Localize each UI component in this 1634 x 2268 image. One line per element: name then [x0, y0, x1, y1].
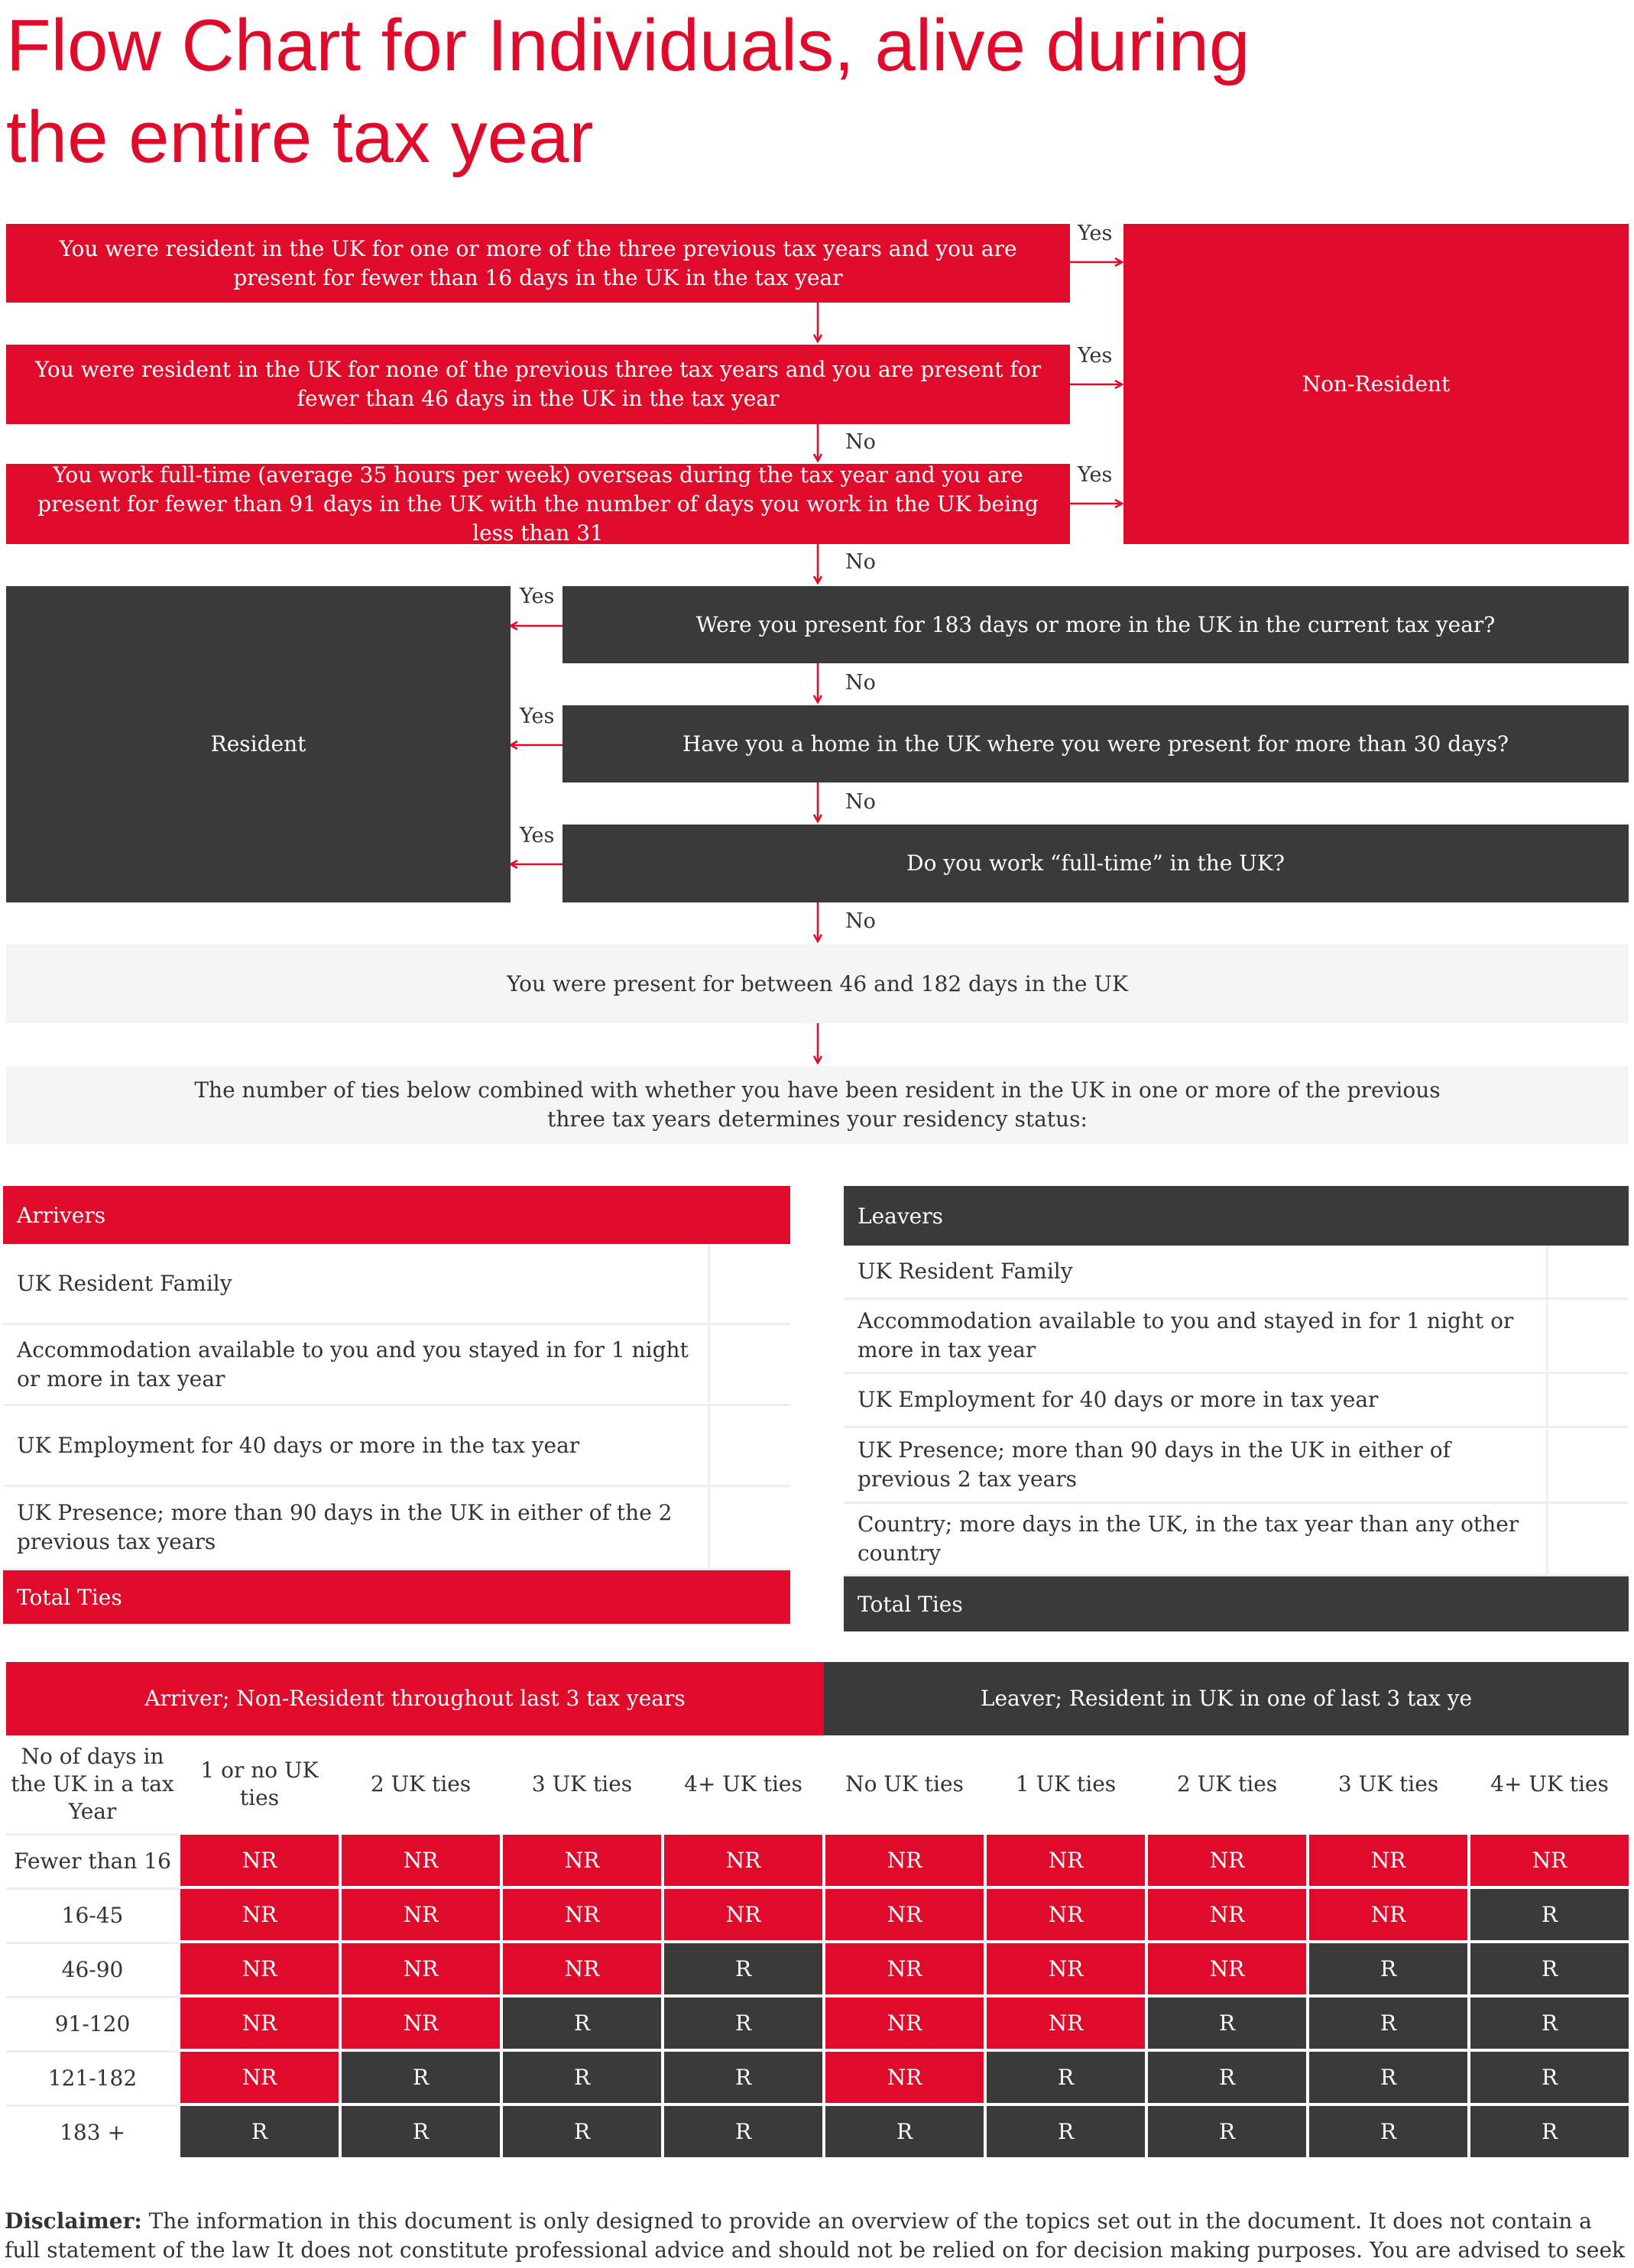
table-row	[844, 1246, 1629, 1300]
cell-resident: R	[987, 2052, 1145, 2103]
tie-value-cell[interactable]	[710, 1244, 790, 1323]
cell-non-resident: NR	[180, 1943, 339, 1994]
cell-resident: R	[1148, 2052, 1306, 2103]
cell-non-resident: NR	[503, 1835, 661, 1886]
cell-non-resident: NR	[987, 1997, 1145, 2049]
tie-label: Accommodation available to you and stayed in for 1 night or more in tax year	[844, 1300, 1548, 1372]
yes-label-q5: Yes	[520, 705, 555, 728]
question-full-time-overseas: You work full-time (average 35 hours per week) overseas during the tax year and you are present for fewer than 91 days in the UK with the number of days you work in the UK being less than 31	[6, 464, 1070, 544]
row-label: 121-182	[6, 2050, 179, 2104]
cell-resident: R	[987, 2106, 1145, 2157]
cell-non-resident: NR	[1309, 1835, 1467, 1886]
tie-label: UK Presence; more than 90 days in the UK in either of previous 2 tax years	[844, 1428, 1548, 1502]
cell-non-resident: NR	[180, 2052, 339, 2103]
question-183-days: Were you present for 183 days or more in the UK in the current tax year?	[562, 586, 1629, 663]
cell-resident: R	[1309, 1997, 1467, 2049]
yes-label-q6: Yes	[520, 824, 555, 847]
cell-resident: R	[1470, 2052, 1629, 2103]
non-resident-box: Non-Resident	[1123, 224, 1629, 544]
column-header: 2 UK ties	[370, 1771, 472, 1797]
cell-resident: R	[664, 2052, 822, 2103]
column-header: 3 UK ties	[531, 1771, 633, 1797]
cell-non-resident: NR	[825, 1835, 984, 1886]
cell-non-resident: NR	[1470, 1835, 1629, 1886]
tie-value-cell[interactable]	[1548, 1300, 1629, 1372]
cell-non-resident: NR	[342, 1997, 500, 2049]
table-row	[844, 1428, 1629, 1504]
tie-label: UK Employment for 40 days or more in the tax year	[3, 1406, 710, 1485]
leavers-total-ties: Total Ties	[844, 1576, 1629, 1631]
arrivers-heading: Arrivers	[3, 1186, 790, 1244]
cell-resident: R	[1148, 1997, 1306, 2049]
yes-label-q4: Yes	[520, 585, 555, 608]
row-label: 183 +	[6, 2104, 179, 2159]
row-label: 91-120	[6, 1996, 179, 2050]
tie-value-cell[interactable]	[710, 1406, 790, 1485]
table-row	[3, 1487, 790, 1570]
yes-label-q1: Yes	[1078, 222, 1113, 245]
resident-box: Resident	[6, 586, 511, 902]
cell-resident: R	[1470, 2106, 1629, 2157]
cell-non-resident: NR	[342, 1889, 500, 1940]
disclaimer	[5, 2207, 1625, 2265]
cell-non-resident: NR	[503, 1943, 661, 1994]
cell-non-resident: NR	[180, 1997, 339, 2049]
cell-non-resident: NR	[503, 1889, 661, 1940]
no-label-q6: No	[845, 909, 876, 933]
cell-resident: R	[1309, 2052, 1467, 2103]
cell-non-resident: NR	[180, 1835, 339, 1886]
cell-resident: R	[342, 2052, 500, 2103]
tie-value-cell[interactable]	[1548, 1428, 1629, 1502]
cell-non-resident: NR	[342, 1835, 500, 1886]
row-label: Fewer than 16	[6, 1833, 179, 1887]
cell-resident: R	[1148, 2106, 1306, 2157]
cell-resident: R	[1470, 1997, 1629, 2049]
cell-resident: R	[1470, 1889, 1629, 1940]
column-header: 4+ UK ties	[1490, 1771, 1609, 1797]
column-header: No UK ties	[845, 1771, 964, 1797]
cell-non-resident: NR	[342, 1943, 500, 1994]
cell-non-resident: NR	[987, 1889, 1145, 1940]
cell-resident: R	[503, 2052, 661, 2103]
tie-value-cell[interactable]	[1548, 1504, 1629, 1574]
cell-non-resident: NR	[825, 1943, 984, 1994]
table-row	[3, 1406, 790, 1487]
table-row	[844, 1300, 1629, 1374]
column-header: 4+ UK ties	[684, 1771, 802, 1797]
ties-intro-box: The number of ties below combined with whether you have been resident in the UK in one or more of the previous three tax years determines your residency status:	[6, 1066, 1629, 1144]
table-row	[844, 1504, 1629, 1576]
cell-non-resident: NR	[1148, 1835, 1306, 1886]
no-label-q5: No	[845, 790, 876, 814]
cell-resident: R	[1470, 1943, 1629, 1994]
cell-resident: R	[825, 2106, 984, 2157]
cell-resident: R	[503, 2106, 661, 2157]
tie-label: UK Employment for 40 days or more in tax year	[844, 1374, 1548, 1426]
column-header: 1 UK ties	[1015, 1771, 1117, 1797]
arrivers-table	[3, 1186, 790, 1620]
cell-resident: R	[180, 2106, 339, 2157]
cell-resident: R	[503, 1997, 661, 2049]
tie-value-cell[interactable]	[710, 1325, 790, 1404]
cell-resident: R	[342, 2106, 500, 2157]
cell-non-resident: NR	[664, 1889, 822, 1940]
tie-label: UK Presence; more than 90 days in the UK in either of the 2 previous tax years	[3, 1487, 710, 1568]
cell-non-resident: NR	[825, 1889, 984, 1940]
question-not-resident-fewer-46: You were resident in the UK for none of the previous three tax years and you are present for fewer than 46 days in the UK in the tax year	[6, 345, 1070, 424]
tie-value-cell[interactable]	[1548, 1246, 1629, 1298]
tie-label: Country; more days in the UK, in the tax year than any other country	[844, 1504, 1548, 1574]
days-column-header: No of days in the UK in a tax Year	[11, 1744, 174, 1824]
no-label-q3: No	[845, 550, 876, 574]
cell-resident: R	[664, 2106, 822, 2157]
arriver-group-header: Arriver; Non-Resident throughout last 3 tax years	[6, 1662, 824, 1735]
table-row	[3, 1325, 790, 1406]
cell-non-resident: NR	[180, 1889, 339, 1940]
cell-resident: R	[664, 1943, 822, 1994]
question-uk-home: Have you a home in the UK where you were present for more than 30 days?	[562, 705, 1629, 782]
arrivers-total-ties: Total Ties	[3, 1570, 790, 1624]
cell-non-resident: NR	[825, 1997, 984, 2049]
table-row	[3, 1244, 790, 1325]
yes-label-q2: Yes	[1078, 344, 1113, 368]
column-header: 3 UK ties	[1337, 1771, 1439, 1797]
residency-matrix	[6, 1662, 1629, 2163]
cell-non-resident: NR	[664, 1835, 822, 1886]
row-label: 46-90	[6, 1942, 179, 1996]
yes-label-q3: Yes	[1078, 463, 1113, 487]
cell-non-resident: NR	[825, 2052, 984, 2103]
question-previous-resident-fewer-16: You were resident in the UK for one or more of the three previous tax years and you are present for fewer than 16 days in the UK in the tax year	[6, 224, 1070, 303]
tie-value-cell[interactable]	[710, 1487, 790, 1568]
cell-non-resident: NR	[1148, 1943, 1306, 1994]
no-label-q2: No	[845, 430, 876, 454]
no-label-q4: No	[845, 671, 876, 695]
disclaimer-text: The information in this document is only designed to provide an overview of the topics set out in the document. It does not contain a full statement of the law It does not constitute professional advice and should not be relied on for decision making purposes. You are advised to seek	[5, 2208, 1626, 2263]
column-header: 1 or no UK ties	[200, 1758, 319, 1810]
column-header: 2 UK ties	[1176, 1771, 1278, 1797]
cell-resident: R	[1309, 1943, 1467, 1994]
question-full-time-uk: Do you work “full-time” in the UK?	[562, 825, 1629, 902]
leaver-group-header: Leaver; Resident in UK in one of last 3 tax ye	[824, 1662, 1629, 1735]
cell-resident: R	[1309, 2106, 1467, 2157]
leavers-heading: Leavers	[844, 1186, 1629, 1246]
cell-non-resident: NR	[987, 1943, 1145, 1994]
cell-resident: R	[664, 1997, 822, 2049]
leavers-table	[844, 1186, 1629, 1620]
cell-non-resident: NR	[1148, 1889, 1306, 1940]
tie-label: UK Resident Family	[844, 1246, 1548, 1298]
cell-non-resident: NR	[1309, 1889, 1467, 1940]
tie-label: Accommodation available to you and you stayed in for 1 night or more in tax year	[3, 1325, 710, 1404]
tie-label: UK Resident Family	[3, 1244, 710, 1323]
present-46-182-box: You were present for between 46 and 182 days in the UK	[6, 944, 1629, 1023]
row-label: 16-45	[6, 1887, 179, 1942]
table-row	[844, 1374, 1629, 1428]
disclaimer-label: Disclaimer:	[5, 2208, 142, 2234]
tie-value-cell[interactable]	[1548, 1374, 1629, 1426]
page-title: Flow Chart for Individuals, alive during the entire tax year	[6, 5, 1250, 178]
cell-non-resident: NR	[987, 1835, 1145, 1886]
